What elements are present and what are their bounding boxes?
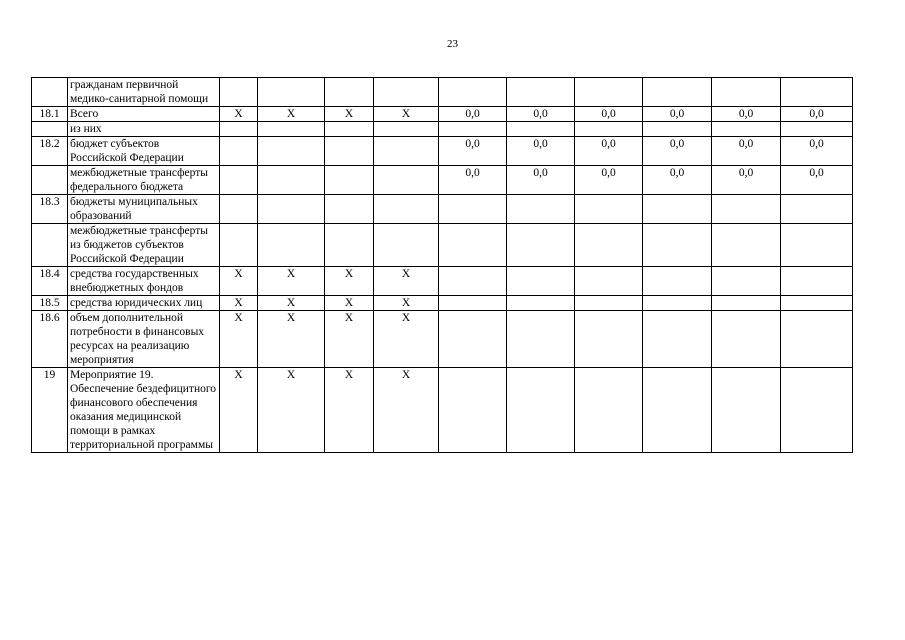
value-cell <box>643 78 712 107</box>
value-cell <box>712 122 781 137</box>
mark-cell <box>258 166 325 195</box>
mark-cell: Х <box>325 368 374 453</box>
mark-cell <box>258 224 325 267</box>
value-cell <box>575 78 643 107</box>
mark-cell: Х <box>325 311 374 368</box>
table-row <box>32 368 853 453</box>
row-name-cell: Мероприятие 19. Обеспечение бездефицитного финансового обеспечения оказания медицинской помощи в рамках территориальной программы <box>68 368 220 453</box>
mark-cell <box>220 78 258 107</box>
value-cell <box>439 368 507 453</box>
value-cell <box>575 195 643 224</box>
table-row <box>32 267 853 296</box>
value-cell <box>712 267 781 296</box>
mark-cell: Х <box>220 368 258 453</box>
row-number-cell: 18.6 <box>32 311 68 368</box>
table-row <box>32 224 853 267</box>
mark-cell <box>325 224 374 267</box>
mark-cell: Х <box>325 267 374 296</box>
mark-cell: Х <box>374 368 439 453</box>
mark-cell: Х <box>325 107 374 122</box>
mark-cell: Х <box>220 296 258 311</box>
value-cell <box>643 122 712 137</box>
mark-cell: Х <box>258 311 325 368</box>
table-row <box>32 296 853 311</box>
value-cell <box>643 195 712 224</box>
value-cell <box>781 368 853 453</box>
value-cell <box>712 195 781 224</box>
value-cell: 0,0 <box>781 137 853 166</box>
row-name-cell: межбюджетные трансферты из бюджетов субъектов Российской Федерации <box>68 224 220 267</box>
value-cell <box>643 311 712 368</box>
page-number: 23 <box>447 38 458 50</box>
value-cell: 0,0 <box>439 166 507 195</box>
mark-cell <box>325 195 374 224</box>
value-cell <box>575 267 643 296</box>
table-row <box>32 137 853 166</box>
value-cell <box>712 368 781 453</box>
value-cell: 0,0 <box>643 166 712 195</box>
mark-cell <box>220 166 258 195</box>
table-body <box>32 78 853 453</box>
value-cell <box>781 224 853 267</box>
value-cell: 0,0 <box>781 166 853 195</box>
value-cell <box>507 224 575 267</box>
value-cell: 0,0 <box>507 107 575 122</box>
value-cell: 0,0 <box>712 137 781 166</box>
table-row <box>32 195 853 224</box>
row-number-cell <box>32 122 68 137</box>
value-cell <box>781 122 853 137</box>
mark-cell <box>325 78 374 107</box>
row-number-cell: 18.4 <box>32 267 68 296</box>
row-name-cell: Всего <box>68 107 220 122</box>
mark-cell <box>374 122 439 137</box>
value-cell <box>507 368 575 453</box>
table-row <box>32 78 853 107</box>
mark-cell: Х <box>258 368 325 453</box>
mark-cell <box>220 195 258 224</box>
value-cell <box>712 78 781 107</box>
value-cell <box>439 267 507 296</box>
value-cell <box>575 122 643 137</box>
value-cell <box>575 296 643 311</box>
mark-cell <box>258 78 325 107</box>
value-cell <box>507 78 575 107</box>
row-name-cell: бюджеты муниципальных образований <box>68 195 220 224</box>
value-cell <box>575 224 643 267</box>
value-cell <box>712 311 781 368</box>
table-row <box>32 122 853 137</box>
value-cell <box>781 195 853 224</box>
value-cell <box>507 311 575 368</box>
value-cell <box>781 296 853 311</box>
value-cell: 0,0 <box>507 166 575 195</box>
value-cell <box>643 267 712 296</box>
row-number-cell: 18.2 <box>32 137 68 166</box>
value-cell <box>643 368 712 453</box>
value-cell <box>507 296 575 311</box>
mark-cell <box>220 122 258 137</box>
value-cell <box>712 224 781 267</box>
value-cell <box>507 122 575 137</box>
value-cell: 0,0 <box>507 137 575 166</box>
row-number-cell: 18.3 <box>32 195 68 224</box>
value-cell <box>439 122 507 137</box>
table-row <box>32 311 853 368</box>
row-name-cell: из них <box>68 122 220 137</box>
value-cell: 0,0 <box>643 137 712 166</box>
value-cell: 0,0 <box>439 107 507 122</box>
value-cell <box>439 195 507 224</box>
value-cell: 0,0 <box>575 107 643 122</box>
mark-cell <box>374 78 439 107</box>
value-cell <box>643 224 712 267</box>
row-name-cell: бюджет субъектов Российской Федерации <box>68 137 220 166</box>
value-cell: 0,0 <box>439 137 507 166</box>
mark-cell: Х <box>374 296 439 311</box>
value-cell: 0,0 <box>712 166 781 195</box>
mark-cell <box>325 137 374 166</box>
mark-cell: Х <box>374 107 439 122</box>
value-cell: 0,0 <box>643 107 712 122</box>
value-cell <box>439 296 507 311</box>
row-number-cell <box>32 166 68 195</box>
value-cell <box>507 267 575 296</box>
mark-cell <box>325 166 374 195</box>
mark-cell <box>374 137 439 166</box>
value-cell <box>781 311 853 368</box>
mark-cell <box>220 224 258 267</box>
mark-cell <box>258 195 325 224</box>
mark-cell: Х <box>374 267 439 296</box>
value-cell: 0,0 <box>575 166 643 195</box>
value-cell: 0,0 <box>781 107 853 122</box>
mark-cell: Х <box>258 107 325 122</box>
row-number-cell <box>32 224 68 267</box>
row-name-cell: межбюджетные трансферты федерального бюджета <box>68 166 220 195</box>
mark-cell: Х <box>220 311 258 368</box>
value-cell <box>781 78 853 107</box>
mark-cell: Х <box>258 267 325 296</box>
value-cell <box>575 311 643 368</box>
budget-table <box>31 77 853 453</box>
value-cell <box>507 195 575 224</box>
row-name-cell: средства юридических лиц <box>68 296 220 311</box>
row-number-cell <box>32 78 68 107</box>
mark-cell: Х <box>325 296 374 311</box>
value-cell <box>439 78 507 107</box>
mark-cell: Х <box>374 311 439 368</box>
mark-cell <box>258 122 325 137</box>
row-name-cell: средства государственных внебюджетных фондов <box>68 267 220 296</box>
row-number-cell: 18.5 <box>32 296 68 311</box>
table-row <box>32 107 853 122</box>
value-cell <box>781 267 853 296</box>
mark-cell: Х <box>220 267 258 296</box>
value-cell <box>643 296 712 311</box>
value-cell <box>712 296 781 311</box>
row-number-cell: 19 <box>32 368 68 453</box>
mark-cell <box>374 195 439 224</box>
mark-cell: Х <box>258 296 325 311</box>
row-name-cell: гражданам первичной медико-санитарной помощи <box>68 78 220 107</box>
value-cell <box>439 311 507 368</box>
mark-cell: Х <box>220 107 258 122</box>
table-row <box>32 166 853 195</box>
row-name-cell: объем дополнительной потребности в финансовых ресурсах на реализацию мероприятия <box>68 311 220 368</box>
row-number-cell: 18.1 <box>32 107 68 122</box>
mark-cell <box>325 122 374 137</box>
mark-cell <box>374 166 439 195</box>
mark-cell <box>374 224 439 267</box>
value-cell: 0,0 <box>575 137 643 166</box>
mark-cell <box>258 137 325 166</box>
value-cell <box>439 224 507 267</box>
value-cell: 0,0 <box>712 107 781 122</box>
value-cell <box>575 368 643 453</box>
mark-cell <box>220 137 258 166</box>
